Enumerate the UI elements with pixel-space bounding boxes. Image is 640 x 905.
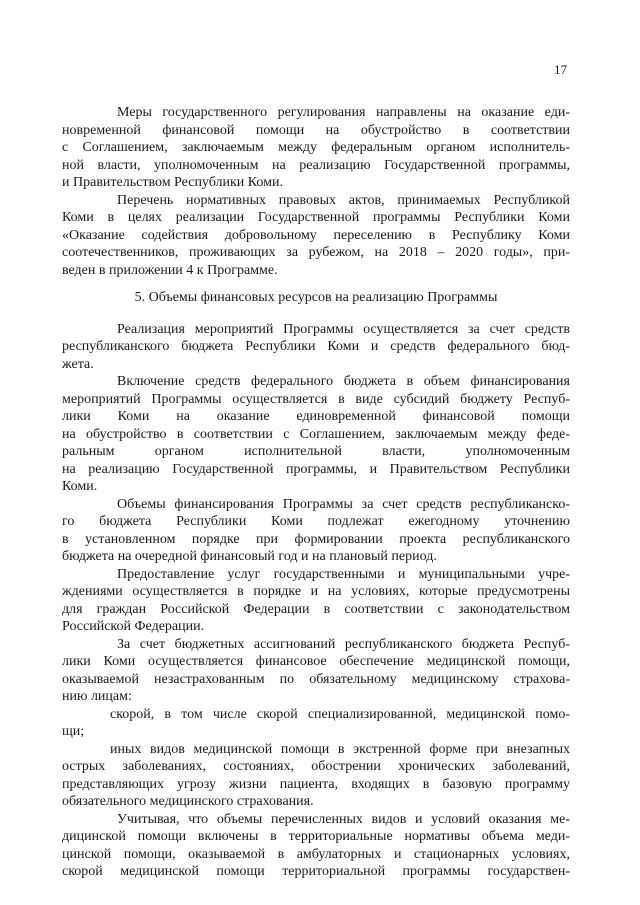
text-line: лики Коми на оказание единовременной финансовой помощи: [62, 409, 570, 424]
text-line: го бюджета Республики Коми подлежат ежегодному уточнению: [62, 514, 570, 529]
text-line: и Правительством Республики Коми.: [62, 175, 284, 190]
text-line: в установленном порядке при формировании проекта республиканского: [62, 532, 570, 547]
text-line: бюджета на очередной финансовый год и на плановый период.: [62, 549, 437, 564]
text-line: представляющих угрозу жизни пациента, входящих в базовую программу: [62, 777, 570, 792]
text-line: лики Коми осуществляется финансовое обеспечение медицинской помощи,: [62, 654, 570, 669]
text-line: обязательного медицинского страхования.: [62, 794, 314, 809]
text-line: Меры государственного регулирования направлены на оказание еди-: [117, 105, 570, 120]
text-line: веден в приложении 4 к Программе.: [62, 263, 278, 278]
text-line: соотечественников, проживающих за рубежом, на 2018 – 2020 годы», при-: [62, 245, 570, 260]
text-line: с Соглашением, заключаемым между федеральным органом исполнитель-: [62, 140, 570, 155]
text-line: цинской помощи, оказываемой в амбулаторных и стационарных условиях,: [62, 847, 570, 862]
text-line: для граждан Российской Федерации в соответствии с законодательством: [62, 602, 570, 617]
text-line: республиканского бюджета Республики Коми и средств федерального бюд-: [62, 339, 570, 354]
text-line: Предоставление услуг государственными и муниципальными учре-: [117, 567, 570, 582]
text-line: ральным органом исполнительной власти, уполномоченным: [62, 444, 570, 459]
text-line: дицинской помощи включены в территориальные нормативы объема меди-: [62, 829, 570, 844]
text-line: Учитывая, что объемы перечисленных видов и условий оказания ме-: [117, 812, 570, 827]
text-line: Коми.: [62, 479, 98, 494]
section-heading: 5. Объемы финансовых ресурсов на реализацию Программы: [134, 290, 498, 305]
text-line: Реализация мероприятий Программы осуществляется за счет средств: [117, 322, 570, 337]
text-line: мероприятий Программы осуществляется в виде субсидий бюджету Респуб-: [62, 392, 570, 407]
text-line: оказываемой незастрахованным по обязательному медицинскому страхова-: [62, 672, 570, 687]
text-line: новременной финансовой помощи на обустройство в соответствии: [62, 123, 570, 138]
text-line: острых заболеваниях, состояниях, обострении хронических заболеваний,: [62, 759, 570, 774]
text-line: Российской Федерации.: [62, 619, 205, 634]
text-line: Включение средств федерального бюджета в объем финансирования: [117, 374, 570, 389]
text-line: иных видов медицинской помощи в экстренной форме при внезапных: [110, 742, 570, 757]
text-line: ной власти, уполномоченным на реализацию Государственной программы,: [62, 158, 570, 173]
text-line: ждениями осуществляется в порядке и на условиях, которые предусмотрены: [62, 584, 570, 599]
text-line: нию лицам:: [62, 689, 132, 704]
text-line: Перечень нормативных правовых актов, принимаемых Республикой: [117, 193, 570, 208]
text-line: на реализацию Государственной программы, и Правительством Республики: [62, 462, 570, 477]
page-number: 17: [554, 62, 567, 77]
text-line: За счет бюджетных ассигнований республиканского бюджета Респуб-: [117, 637, 570, 652]
text-line: на обустройство в соответствии с Соглашением, заключаемым между феде-: [62, 427, 570, 442]
text-line: «Оказание содействия добровольному переселению в Республику Коми: [62, 228, 570, 243]
text-line: Объемы финансирования Программы за счет средств республиканско-: [117, 497, 570, 512]
text-line: Коми в целях реализации Государственной программы Республики Коми: [62, 210, 570, 225]
text-line: щи;: [62, 724, 85, 739]
text-line: скорой медицинской помощи территориальной программы государствен-: [62, 864, 570, 879]
text-line: жета.: [62, 357, 94, 372]
text-line: скорой, в том числе скорой специализированной, медицинской помо-: [110, 707, 570, 722]
